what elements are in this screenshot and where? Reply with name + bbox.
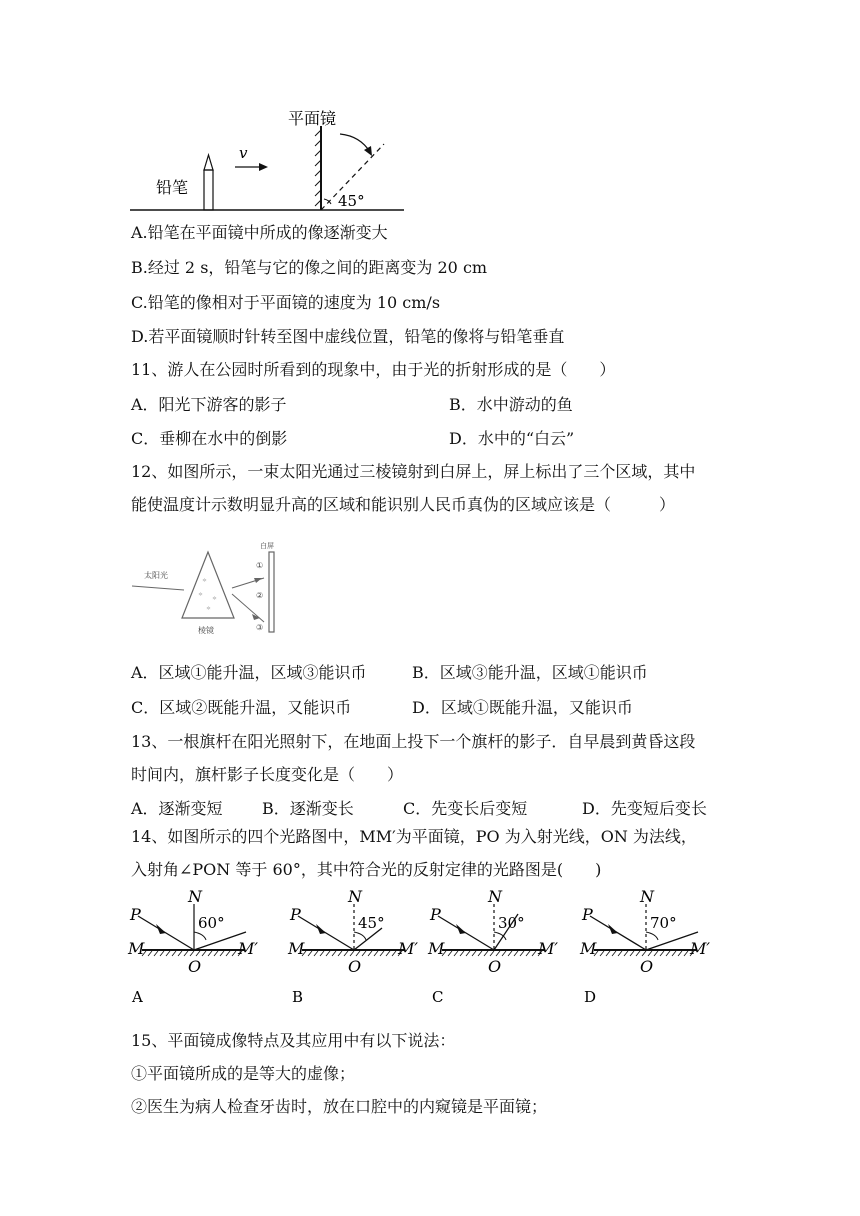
svg-text:＊: ＊ [206,606,212,612]
angle-label: 70° [650,914,677,932]
svg-text:＊: ＊ [198,592,204,598]
q14-stem-line1: 14、如图所示的四个光路图中，MM′为平面镜，PO 为入射光线，ON 为法线， [131,827,697,846]
q11-option-b: B．水中游动的鱼 [449,395,573,414]
angle-label: 60° [198,914,225,932]
region-2: ② [256,591,264,600]
q15-statement-2: ②医生为病人检查牙齿时，放在口腔中的内窥镜是平面镜； [131,1097,548,1116]
label-n: N [640,890,654,906]
reflection-diagram-c [426,890,566,1010]
label-o: O [348,957,362,976]
q13-stem-line1: 13、一根旗杆在阳光照射下，在地面上投下一个旗杆的影子．自早晨到黄昏这段 [131,732,696,751]
label-n: N [348,890,362,906]
q12-option-d: D．区域①既能升温，又能识币 [412,698,633,717]
plane-mirror [315,126,321,210]
q10-option-b: B.经过 2 s，铅笔与它的像之间的距离变为 20 cm [131,258,488,277]
angle-label: 45° [338,192,365,210]
q13-stem-line2: 时间内，旗杆影子长度变化是（ ） [131,765,404,784]
q13-option-a: A．逐渐变短 [131,799,223,818]
label-n: N [188,890,202,906]
diagram-letter: D [584,988,597,1006]
reflection-diagrams [126,890,716,1010]
q13-option-d: D．先变短后变长 [582,799,707,818]
label-m: M [428,939,445,958]
screen-label: 白屏 [260,542,274,550]
label-m-prime: M′ [398,939,419,958]
label-o: O [188,957,202,976]
q12-option-b: B．区域③能升温，区域①能识币 [412,663,648,682]
label-m-prime: M′ [538,939,559,958]
q12-stem-line2: 能使温度计示数明显升高的区域和能识别人民币真伪的区域应该是（ ） [131,495,676,514]
pencil-mirror-figure [128,100,408,215]
q13-option-b: B．逐渐变长 [262,799,354,818]
q11-option-a: A．阳光下游客的影子 [131,395,287,414]
label-p: P [582,905,593,924]
prism-label: 棱镜 [198,626,214,635]
q15-stem: 15、平面镜成像特点及其应用中有以下说法： [131,1031,456,1050]
label-m-prime: M′ [690,939,711,958]
reflection-diagram-d [578,890,718,1010]
q12-option-a: A．区域①能升温，区域③能识币 [131,663,367,682]
q13-option-c: C．先变长后变短 [403,799,528,818]
region-1: ① [256,561,264,570]
mirror-label: 平面镜 [288,109,337,128]
q11-option-d: D．水中的“白云” [449,429,575,448]
diagram-letter: B [292,988,304,1006]
label-o: O [488,957,502,976]
angle-label: 45° [358,914,385,932]
q14-stem-line2: 入射角∠PON 等于 60°，其中符合光的反射定律的光路图是( ) [131,860,602,879]
label-n: N [488,890,502,906]
sunlight-label: 太阳光 [144,571,168,580]
svg-text:＊: ＊ [202,578,208,584]
q11-stem: 11、游人在公园时所看到的现象中，由于光的折射形成的是（ ） [131,360,616,379]
reflection-diagram-a [126,890,266,1010]
label-p: P [430,905,441,924]
label-o: O [640,957,654,976]
q15-statement-1: ①平面镜所成的是等大的虚像； [131,1064,356,1083]
label-m-prime: M′ [238,939,259,958]
q12-option-c: C．区域②既能升温，又能识币 [131,698,352,717]
label-p: P [290,905,301,924]
q10-option-c: C.铅笔的像相对于平面镜的速度为 10 cm/s [131,293,441,312]
velocity-label: v [239,144,248,162]
pencil-label: 铅笔 [156,178,189,197]
prism-figure [128,540,288,638]
q12-stem-line1: 12、如图所示，一束太阳光通过三棱镜射到白屏上，屏上标出了三个区域，其中 [131,462,696,481]
label-m: M [580,939,597,958]
diagram-letter: C [432,988,444,1006]
region-3: ③ [256,623,264,632]
pencil-shape [204,155,213,210]
q10-option-a: A.铅笔在平面镜中所成的像逐渐变大 [131,223,388,242]
diagram-letter: A [132,988,143,1006]
svg-text:＊: ＊ [212,596,218,602]
q11-option-c: C．垂柳在水中的倒影 [131,429,288,448]
label-m: M [128,939,145,958]
reflection-diagram-b [286,890,426,1010]
label-m: M [288,939,305,958]
label-p: P [130,905,141,924]
q10-option-d: D.若平面镜顺时针转至图中虚线位置，铅笔的像将与铅笔垂直 [131,327,565,346]
angle-label: 30° [498,914,525,932]
